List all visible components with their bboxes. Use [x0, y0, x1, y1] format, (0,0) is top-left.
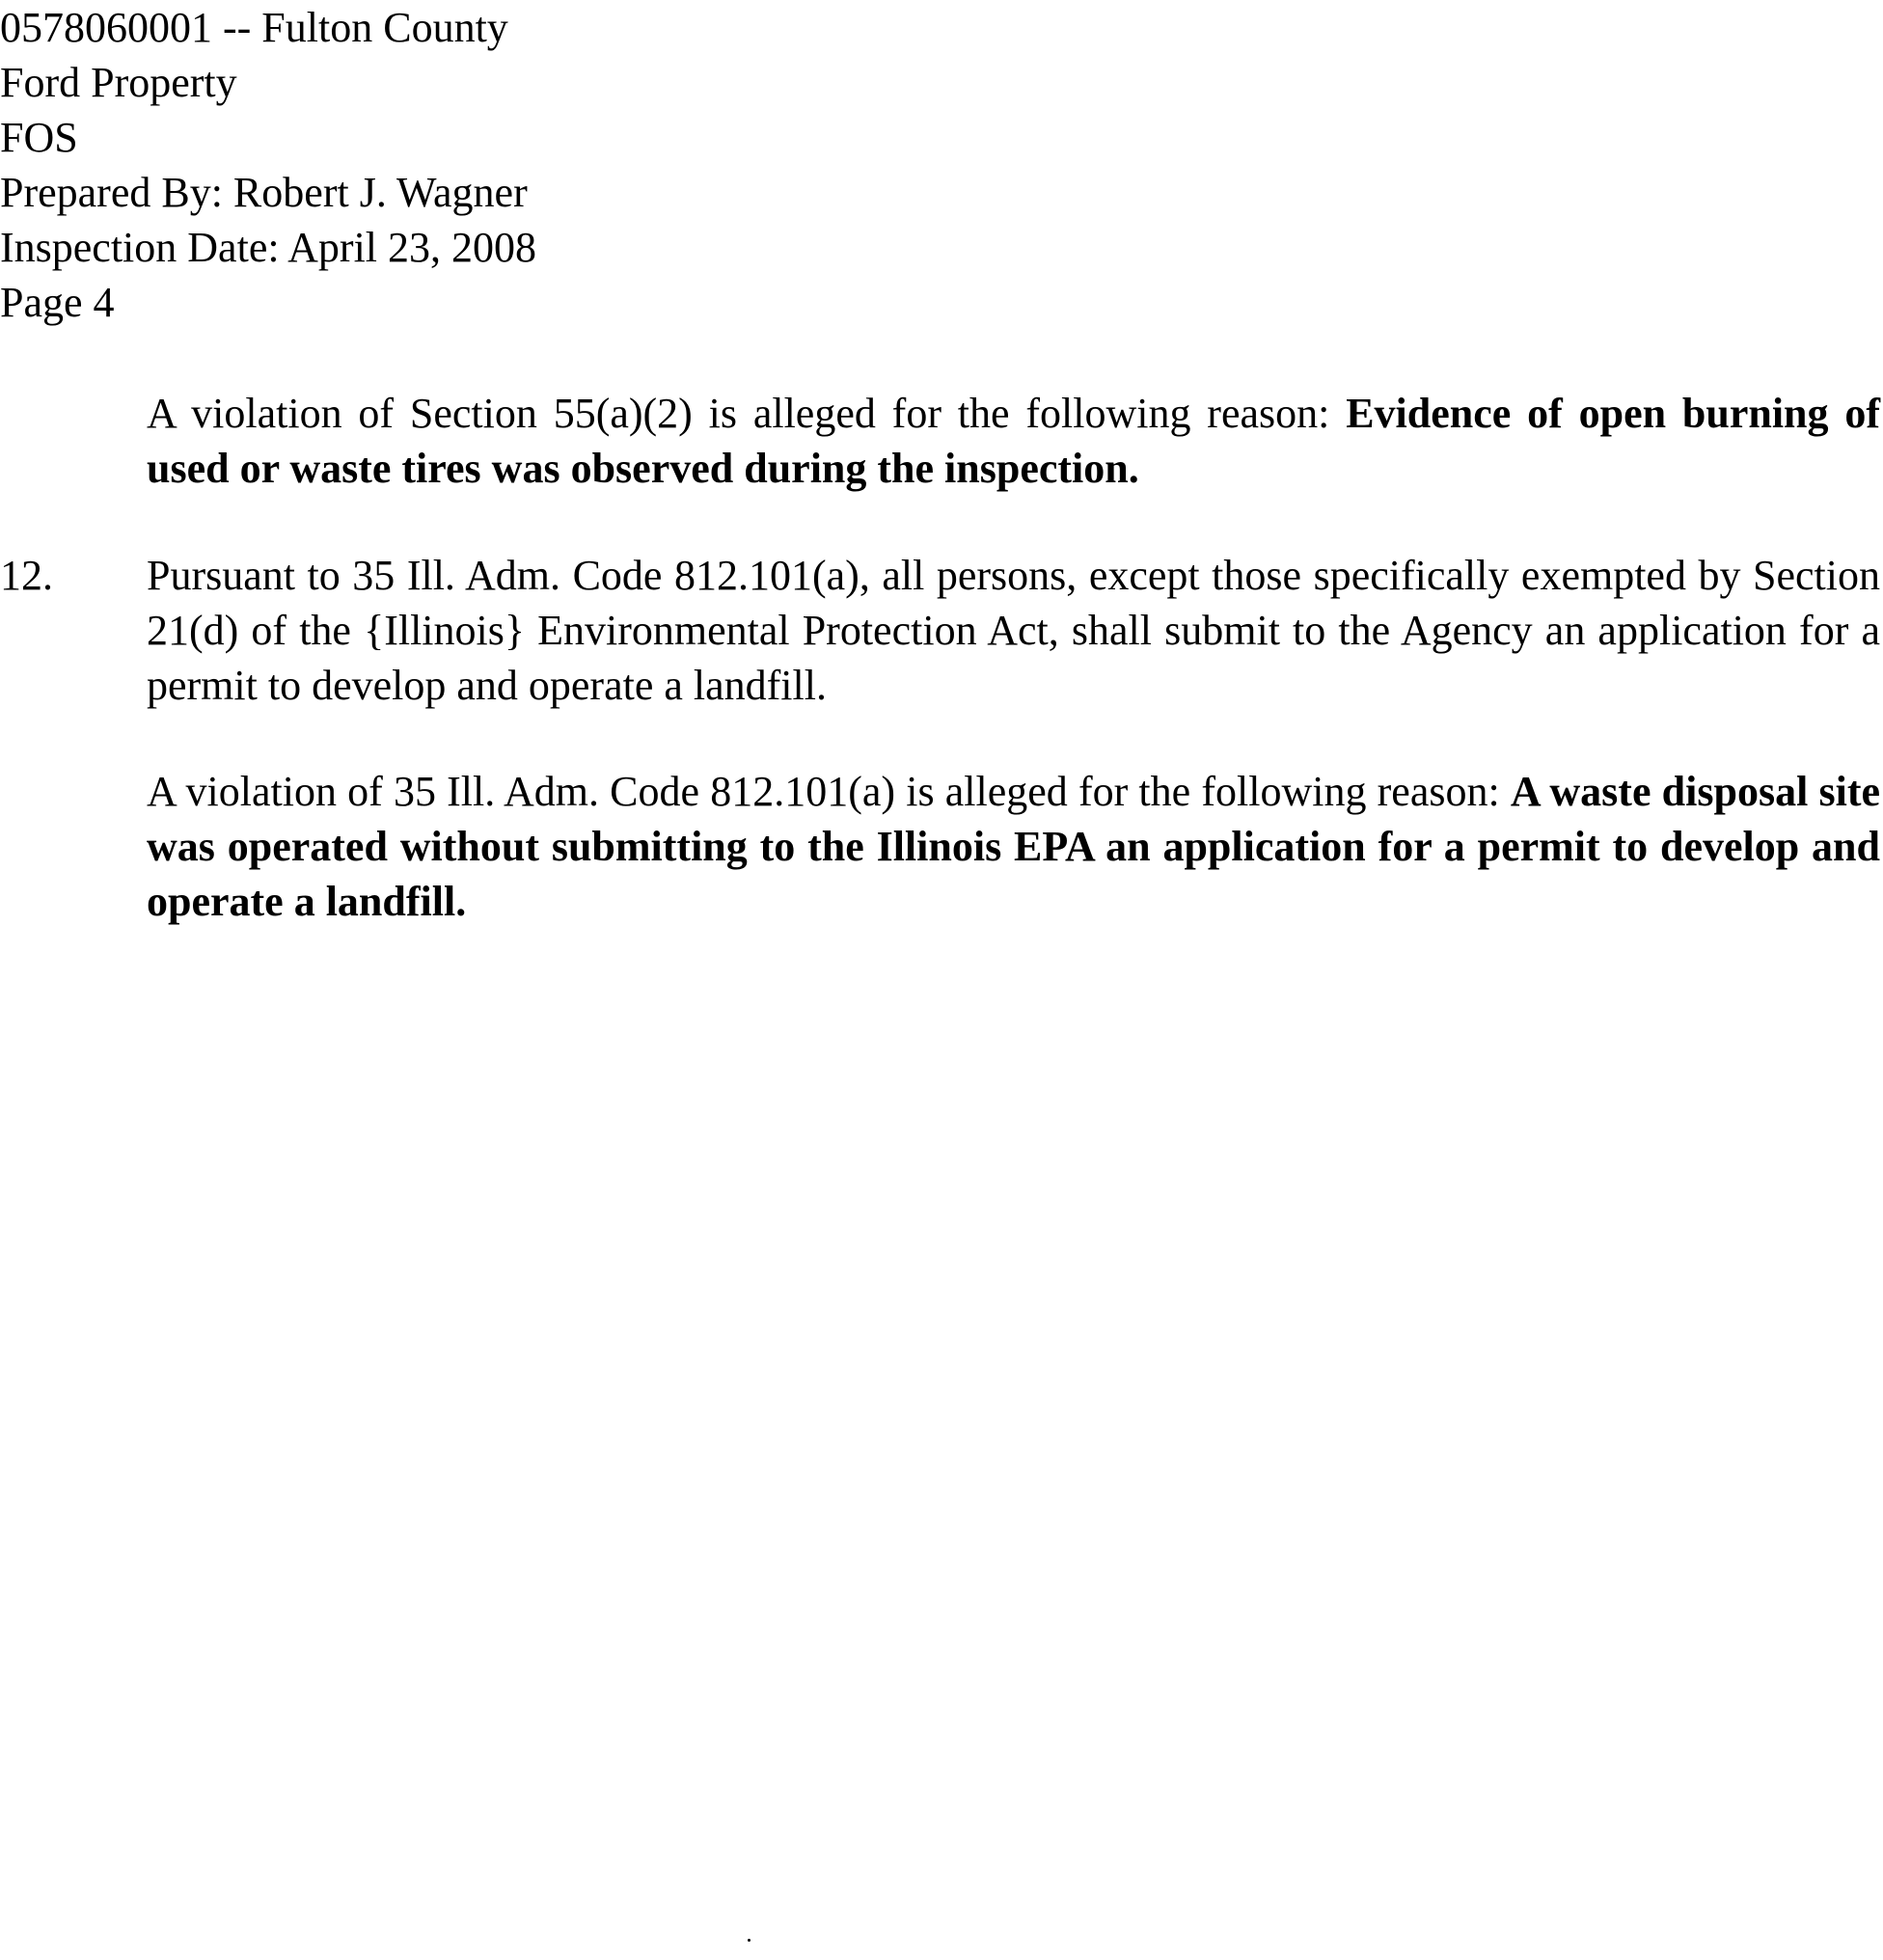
violation-paragraph-section-55	[147, 386, 1880, 496]
violation-text: A violation of 35 Ill. Adm. Code 812.101(a) is alleged for the following reason:	[147, 768, 1511, 815]
item-number-12: 12.	[0, 552, 53, 599]
document-header	[0, 0, 536, 330]
violation-paragraph-812-101a	[147, 764, 1880, 929]
item-12-paragraph: Pursuant to 35 Ill. Adm. Code 812.101(a), all persons, except those specifically exempted by Section 21(d) of the {Illinois} Environmental Protection Act, shall submit to the Agency an application for a permit to develop and operate a landfill.	[147, 552, 1880, 709]
header-inspection-date: Inspection Date: April 23, 2008	[0, 224, 537, 271]
violation-reason-bold: Evidence of open burning of used or waste tires was observed during the inspection.	[147, 390, 1881, 492]
header-property-name: Ford Property	[0, 59, 237, 106]
stray-mark	[748, 1939, 750, 1942]
header-unit: FOS	[0, 114, 78, 161]
violation-text: A violation of Section 55(a)(2) is alleged for the following reason:	[147, 390, 1347, 437]
violation-reason-bold: A waste disposal site was operated without submitting to the Illinois EPA an application for a permit to develop and operate a landfill.	[147, 768, 1880, 925]
header-prepared-by: Prepared By: Robert J. Wagner	[0, 169, 528, 216]
header-site-id: 0578060001 -- Fulton County	[0, 4, 508, 51]
header-page-number: Page 4	[0, 279, 115, 326]
